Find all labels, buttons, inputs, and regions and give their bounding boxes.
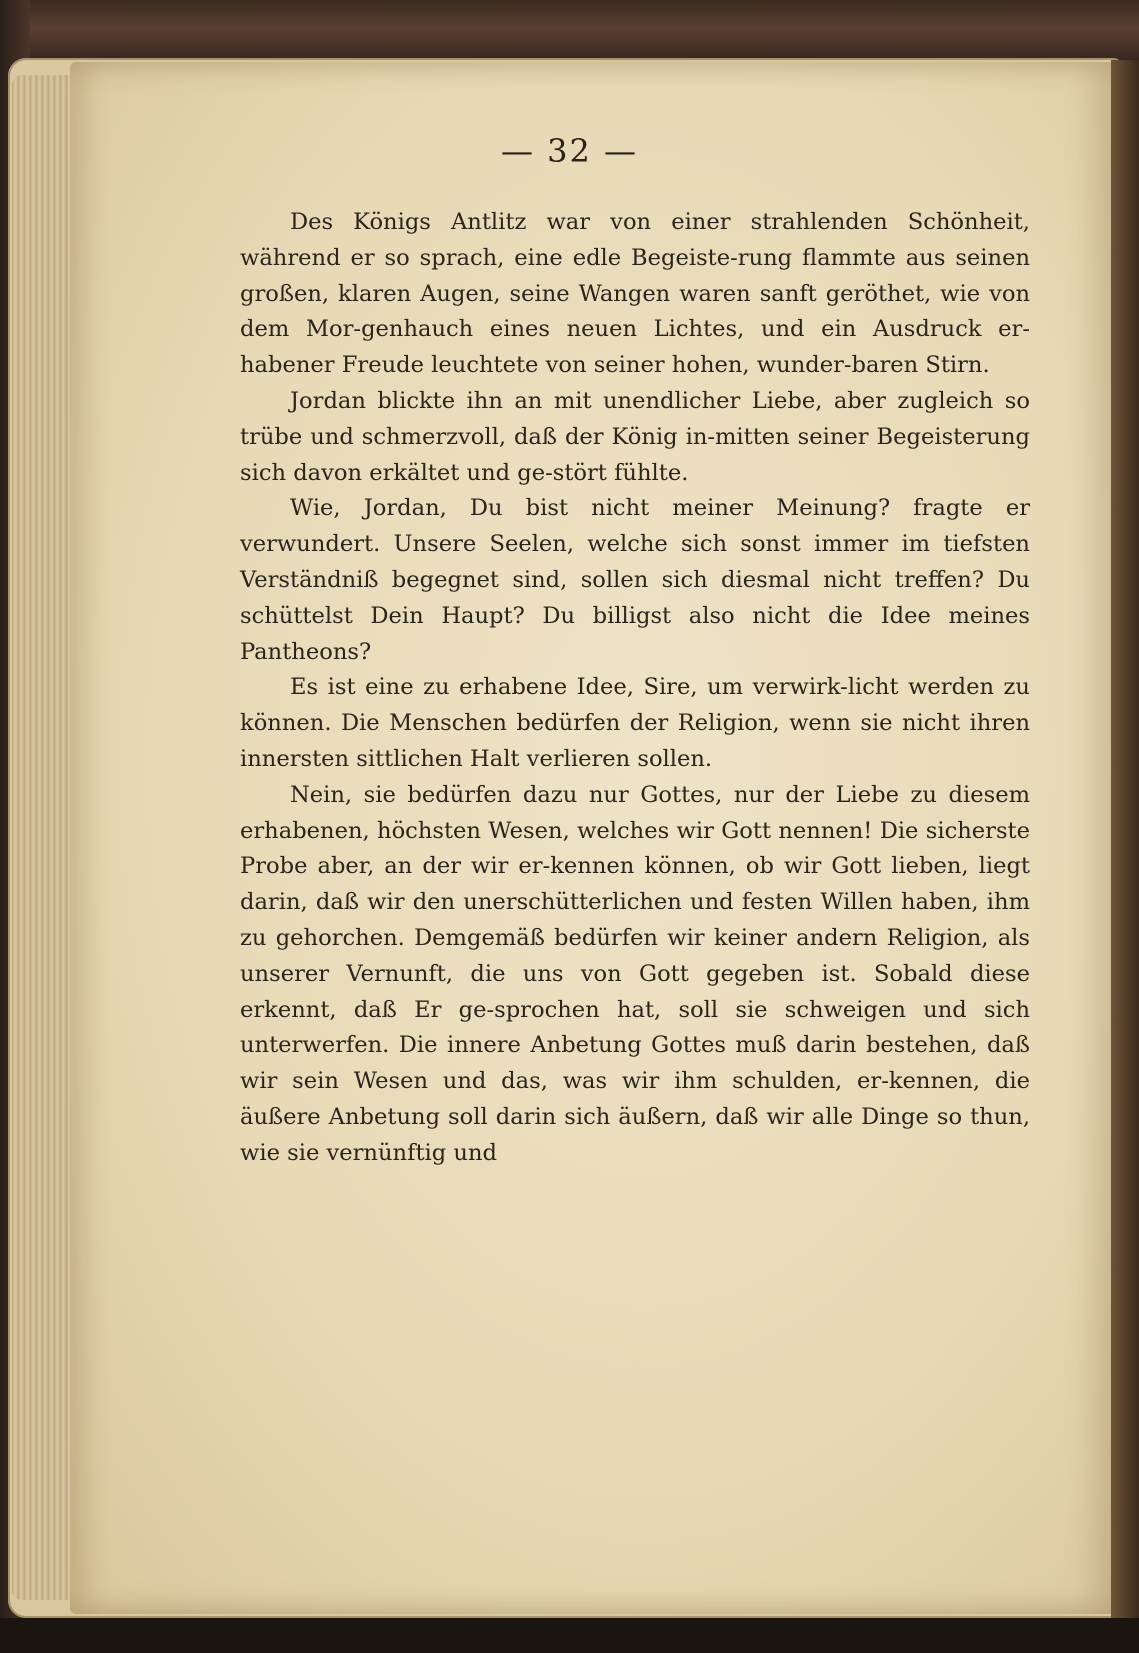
book-bottom-edge xyxy=(0,1618,1139,1653)
page-edges xyxy=(12,75,70,1600)
paragraph-2: Jordan blickte ihn an mit unendlicher Liebe, aber zugleich so trübe und schmerzvoll, daß der König in-mitten seiner Begeisterung sich davon erkältet und ge-stört fühlte. xyxy=(240,387,1030,486)
body-text xyxy=(240,205,1030,1435)
paragraph-4: Es ist eine zu erhabene Idee, Sire, um verwirk-licht werden zu können. Die Menschen bedürfen der Religion, wenn sie nicht ihren innersten sittlichen Halt verlieren sollen. xyxy=(240,674,1030,772)
page-number: — 32 — xyxy=(500,132,639,170)
book-spine-right xyxy=(1111,60,1139,1620)
paragraph-1: Des Königs Antlitz war von einer strahlenden Schönheit, während er so sprach, eine edle Begeiste-rung flammte aus seinen großen, klaren Augen, seine Wangen waren sanft geröthet, wie von dem Mor-genhauch eines neuen Lichtes, und ein Ausdruck er-habener Freude leuchtete von seiner hohen, wunder-baren Stirn. xyxy=(240,209,1030,379)
paragraph-3: Wie, Jordan, Du bist nicht meiner Meinung? fragte er verwundert. Unsere Seelen, welche sich sonst immer im tiefsten Verständniß begegnet sind, sollen sich diesmal nicht treffen? Du schüttelst Dein Haupt? Du billigst also nicht die Idee meines Pantheons? xyxy=(240,495,1030,665)
paragraph-5: Nein, sie bedürfen dazu nur Gottes, nur der Liebe zu diesem erhabenen, höchsten Wesen, welches wir Gott nennen! Die sicherste Probe aber, an der wir er-kennen können, ob wir Gott lieben, liegt darin, daß wir den unerschütterlichen und festen Willen haben, ihm zu gehorchen. Demgemäß bedürfen wir keiner andern Religion, als unserer Vernunft, die uns von Gott gegeben ist. Sobald diese erkennt, daß Er ge-sprochen hat, soll sie schweigen und sich unterwerfen. Die innere Anbetung Gottes muß darin bestehen, daß wir sein Wesen und das, was wir ihm schulden, er-kennen, die äußere Anbetung soll darin sich äußern, daß wir alle Dinge so thun, wie sie vernünftig und xyxy=(240,781,1030,1166)
